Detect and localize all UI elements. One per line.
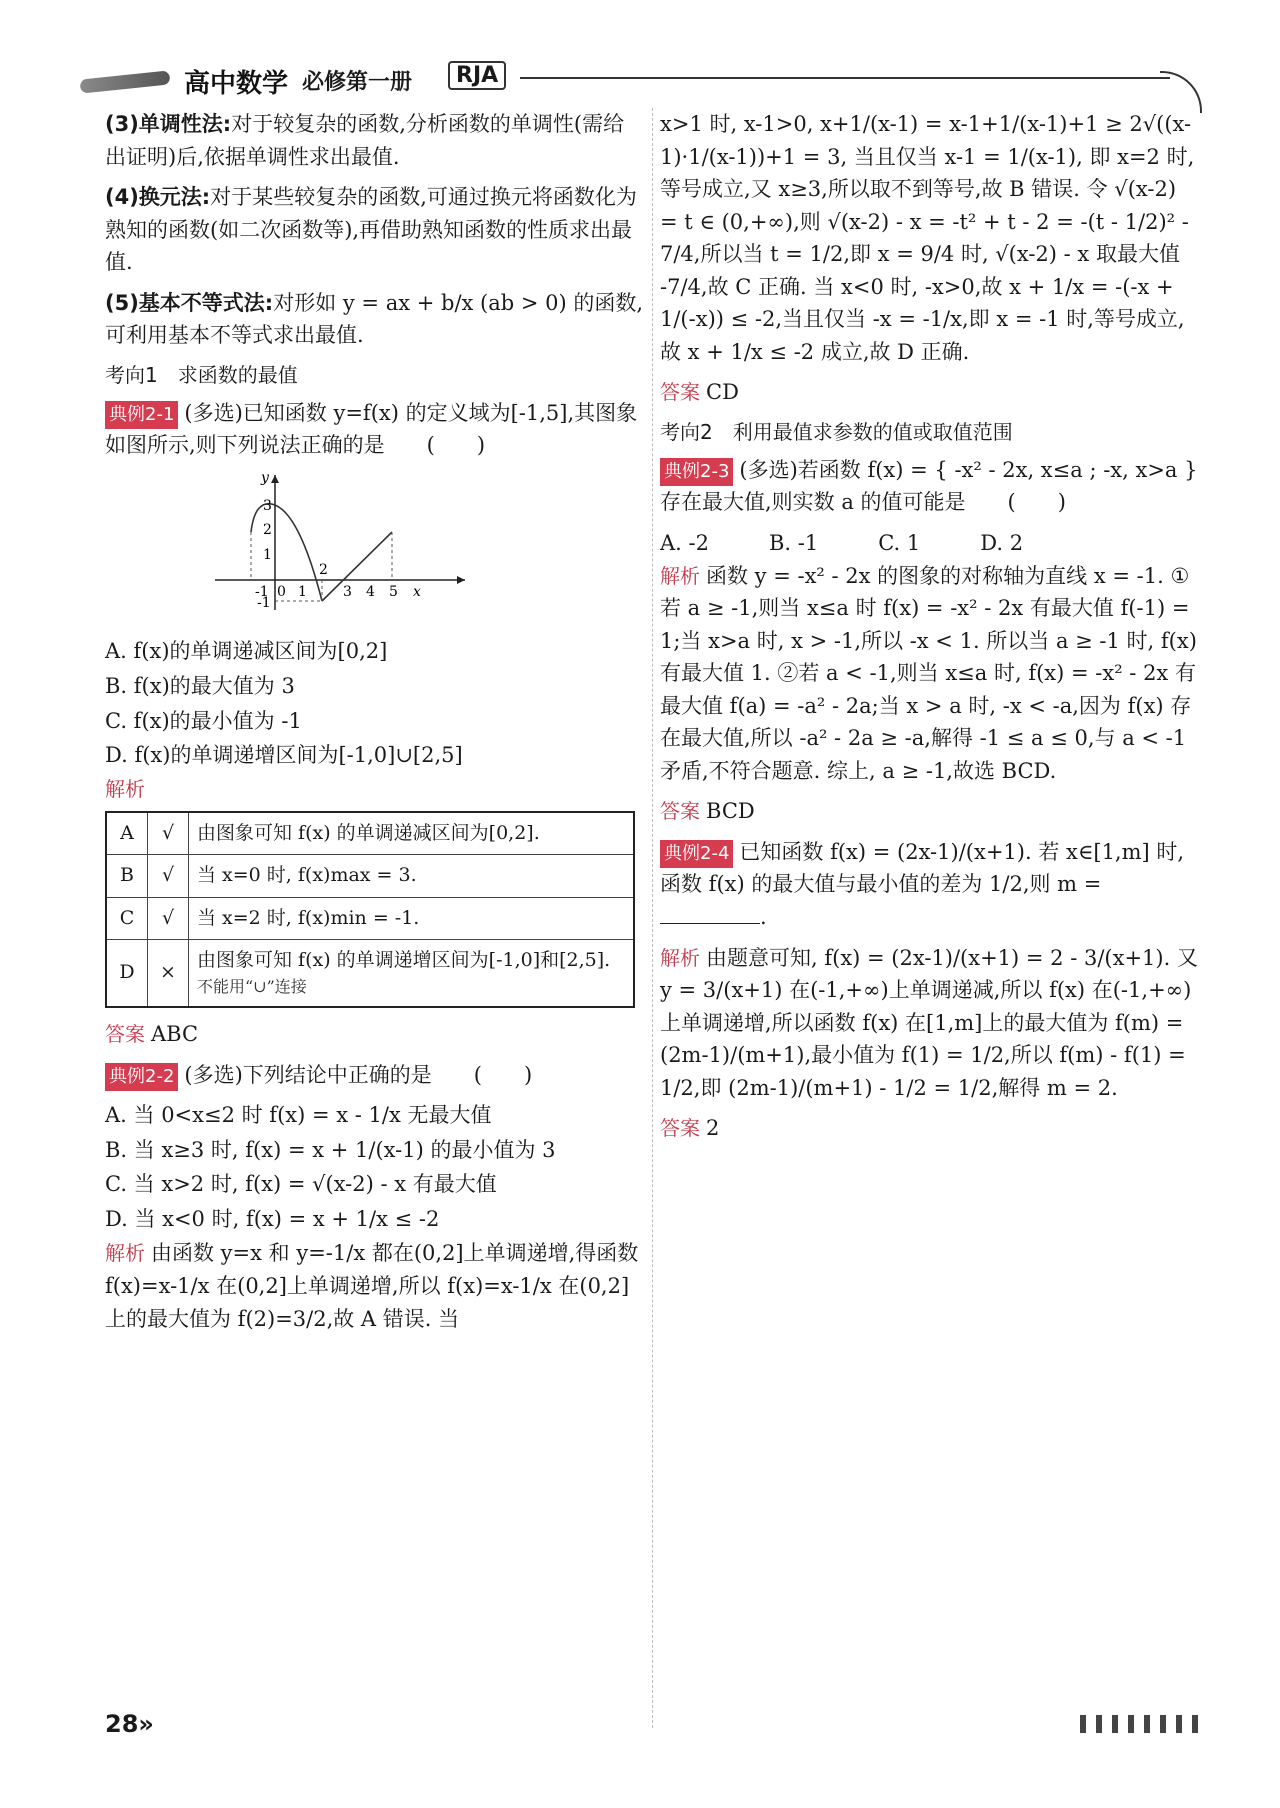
- tick-x-4: 4: [366, 583, 375, 600]
- example-2-4: 典例2-4 已知函数 f(x) = (2x-1)/(x+1). 若 x∈[1,m] 时,函数 f(x) 的最大值与最小值的差为 1/2,则 m = .: [660, 839, 1185, 930]
- table-row: D × 由图象可知 f(x) 的单调递增区间为[-1,0]和[2,5]. 不能用“∪”连接: [106, 939, 634, 1007]
- tick-x-5: 5: [389, 583, 398, 600]
- option-d: D. 当 x<0 时, f(x) = x + 1/x ≤ -2: [105, 1206, 440, 1231]
- right-column: [660, 108, 1200, 1153]
- analysis-table: [105, 811, 635, 1009]
- section-heading-2: 考向2 利用最值求参数的值或取值范围: [660, 419, 1013, 444]
- y-axis-arrow: [271, 475, 279, 483]
- option-b: B. f(x)的最大值为 3: [105, 674, 295, 699]
- x-axis-label: x: [413, 583, 421, 600]
- tick-x-2: 2: [319, 561, 328, 578]
- tick-y-3: 3: [263, 497, 272, 514]
- method-5: (5)基本不等式法:对形如 y = ax + b/x (ab > 0) 的函数,可利用基本不等式求出最值.: [105, 290, 644, 348]
- answer-2-1: 答案 ABC: [105, 1022, 199, 1047]
- answer-2-2: 答案 CD: [660, 380, 739, 405]
- tick-y-1: 1: [263, 546, 272, 563]
- option-a: A. 当 0<x≤2 时 f(x) = x - 1/x 无最大值: [105, 1103, 492, 1128]
- tick-x-0: 0: [277, 583, 286, 600]
- example-2-3: 典例2-3 (多选)若函数 f(x) = { -x² - 2x, x≤a ; -x, x>a } 存在最大值,则实数 a 的值可能是 ( ): [660, 457, 1198, 515]
- solution-2-2-cont: x>1 时, x-1>0, x+1/(x-1) = x-1+1/(x-1)+1 ≥ 2√((x-1)·1/(x-1))+1 = 3, 当且仅当 x-1 = 1/(x-1), 即 x=2 时,等号成立,又 x≥3,所以取不到等号,故 B 错误. 令 √(x-2) = t ∈ (0,+∞),则 √(x-2) - x = -t² + t - 2 = -(t - 1/2)² - 7/4,所以当 t = 1/2,即 x = 9/4 时, √(x-2) - x 取最大值 -7/4,故 C 正确. 当 x<0 时, -x>0,故 x + 1/x = -(-x + 1/(-x)) ≤ -2,当且仅当 -x = -1/x,即 x = -1 时,等号成立,故 x + 1/x ≤ -2 成立,故 D 正确.: [660, 112, 1195, 364]
- tick-x-1: 1: [298, 583, 307, 600]
- line-segment: [322, 532, 392, 601]
- example-2-1: 典例2-1 (多选)已知函数 y=f(x) 的定义域为[-1,5],其图象如图所示,则下列说法正确的是 ( ): [105, 400, 638, 458]
- option-a: A. -2: [660, 531, 709, 556]
- book-subtitle: 必修第一册: [302, 70, 413, 95]
- method-4: (4)换元法:对于某些较复杂的函数,可通过换元将函数化为熟知的函数(如二次函数等),再借助熟知函数的性质求出最值.: [105, 185, 637, 275]
- answer-blank: [660, 923, 760, 924]
- table-row: A √ 由图象可知 f(x) 的单调递减区间为[0,2].: [106, 812, 634, 855]
- option-d: D. 2: [980, 531, 1024, 556]
- page-header: [80, 55, 1240, 105]
- y-axis-label: y: [261, 469, 269, 486]
- brush-decoration: [80, 70, 171, 93]
- example-tag: 典例2-4: [660, 840, 733, 868]
- tick-x-3: 3: [343, 583, 352, 600]
- header-rule: [520, 77, 1170, 79]
- graph-svg: [215, 470, 475, 620]
- example-tag: 典例2-2: [105, 1063, 178, 1091]
- example-tag: 典例2-3: [660, 458, 733, 486]
- tick-x-neg1: -1: [255, 583, 269, 600]
- tick-y-neg1: -1: [257, 594, 271, 611]
- option-b: B. -1: [768, 531, 819, 556]
- header-curl: [1160, 71, 1202, 113]
- table-row: C √ 当 x=2 时, f(x)min = -1.: [106, 897, 634, 939]
- example-tag: 典例2-1: [105, 401, 178, 429]
- solution-2-2: 解析 由函数 y=x 和 y=-1/x 都在(0,2]上单调递增,得函数 f(x)=x-1/x 在(0,2]上单调递增,所以 f(x)=x-1/x 在(0,2]上的最大值为 f(2)=3/2,故 A 错误. 当: [105, 1241, 639, 1331]
- option-a: A. f(x)的单调递减区间为[0,2]: [105, 639, 388, 664]
- table-row: B √ 当 x=0 时, f(x)max = 3.: [106, 855, 634, 897]
- analysis-label: 解析: [105, 776, 145, 801]
- option-c: C. 1: [878, 531, 921, 556]
- answer-2-4: 答案 2: [660, 1116, 720, 1141]
- option-d: D. f(x)的单调递增区间为[-1,0]∪[2,5]: [105, 743, 463, 768]
- example-2-2: 典例2-2 (多选)下列结论中正确的是 ( ): [105, 1059, 645, 1092]
- option-b: B. 当 x≥3 时, f(x) = x + 1/(x-1) 的最小值为 3: [105, 1137, 556, 1162]
- left-column: [105, 108, 645, 1343]
- barcode-decoration: [1080, 1715, 1240, 1733]
- handwritten-note: 不能用“∪”连接: [197, 977, 307, 997]
- solution-2-4: 解析 由题意可知, f(x) = (2x-1)/(x+1) = 2 - 3/(x+1). 又 y = 3/(x+1) 在(-1,+∞)上单调递减,所以 f(x) 在(-1,+∞)上单调递增,所以函数 f(x) 在[1,m]上的最大值为 f(m) = (2m-1)/(m+1),最小值为 f(1) = 1/2,所以 f(m) - f(1) = 1/2,即 (2m-1)/(m+1) - 1/2 = 1/2,解得 m = 2.: [660, 945, 1198, 1100]
- options-2-3: [660, 527, 1200, 560]
- page-number: 28»: [105, 1710, 154, 1738]
- solution-2-3: 解析 函数 y = -x² - 2x 的图象的对称轴为直线 x = -1. ①若 a ≥ -1,则当 x≤a 时 f(x) = -x² - 2x 有最大值 f(-1) = 1;当 x>a 时, x > -1,所以 -x < 1. 所以当 a ≥ -1 时, f(x) 有最大值 1. ②若 a < -1,则当 x≤a 时, f(x) = -x² - 2x 有最大值 f(a) = -a² - 2a;当 x > a 时, -x < -a,因为 f(x) 存在最大值,所以 -a² - 2a ≥ -a,解得 -1 ≤ a ≤ 0,与 a < -1 矛盾,不符合题意. 综上, a ≥ -1,故选 BCD.: [660, 563, 1197, 783]
- option-c: C. 当 x>2 时, f(x) = √(x-2) - x 有最大值: [105, 1172, 497, 1197]
- method-3: (3)单调性法:对于较复杂的函数,分析函数的单调性(需给出证明)后,依据单调性求出最值.: [105, 112, 625, 169]
- book-title: 高中数学: [184, 69, 289, 99]
- answer-2-3: 答案 BCD: [660, 799, 755, 824]
- x-axis-arrow: [457, 576, 465, 584]
- function-graph: [215, 470, 645, 630]
- option-c: C. f(x)的最小值为 -1: [105, 708, 302, 733]
- column-divider: [652, 108, 653, 1728]
- section-heading-1: 考向1 求函数的最值: [105, 362, 298, 387]
- edition-badge: RJA: [448, 61, 506, 90]
- tick-y-2: 2: [263, 521, 272, 538]
